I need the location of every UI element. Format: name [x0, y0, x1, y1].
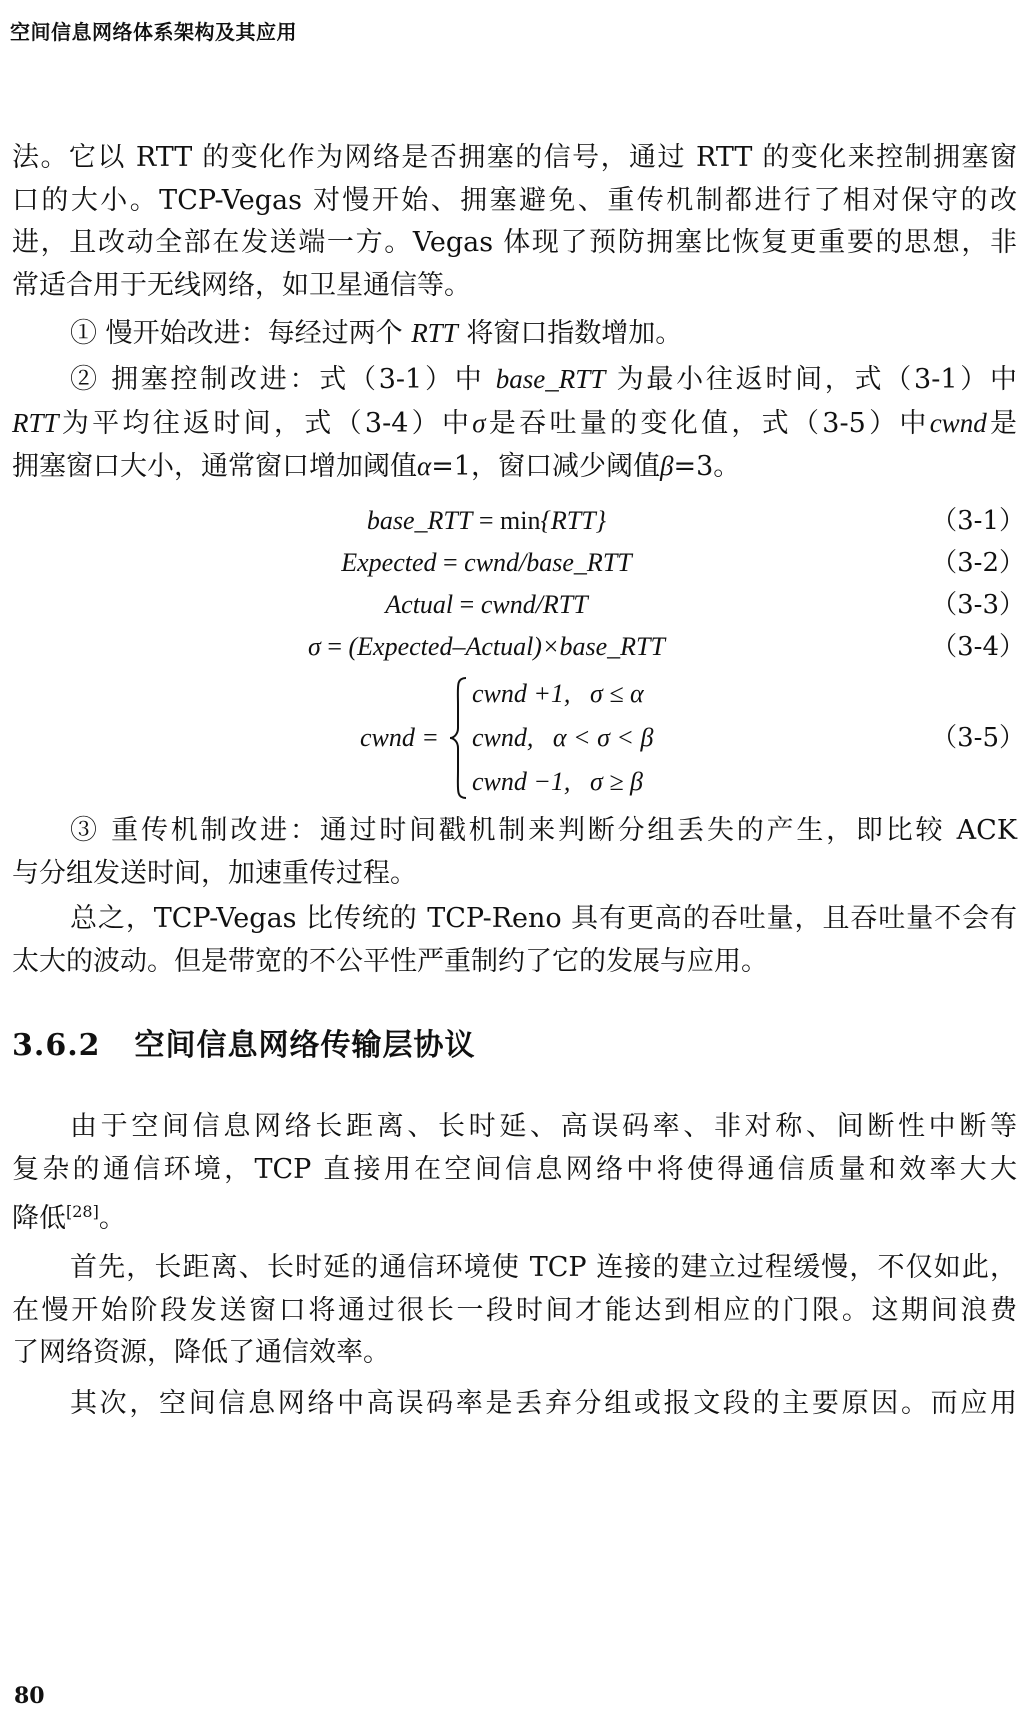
eq-fn: min — [500, 506, 541, 535]
text-line: 由于空间信息网络长距离、长时延、高误码率、非对称、间断性中断等 — [70, 1111, 1017, 1142]
text-segment: ② 拥塞控制改进：式（3-1）中 — [70, 364, 485, 395]
eq-lhs: Actual — [385, 590, 454, 619]
equation-3-3 — [0, 584, 1033, 626]
eq-case — [472, 760, 653, 804]
case-cond: σ ≤ α — [589, 679, 644, 708]
text-segment: 是吞吐量的变化值，式（3-5）中 — [485, 407, 930, 439]
text-segment: 拥塞窗口大小，通常窗口增加阈值 — [12, 451, 417, 482]
eq-rhs: cwnd/RTT — [480, 590, 588, 619]
eq-case — [472, 672, 653, 716]
eq-case — [472, 716, 653, 760]
text-line: 复杂的通信环境，TCP 直接用在空间信息网络中将使得通信质量和效率大大 — [12, 1153, 1017, 1185]
text-line: 进，且改动全部在发送端一方。Vegas 体现了预防拥塞比恢复更重要的思想，非 — [12, 227, 1017, 258]
paragraph-summary — [12, 898, 1017, 983]
case-cond: σ ≥ β — [589, 767, 643, 796]
eq-cases — [472, 672, 653, 804]
text-line: 与分组发送时间，加速重传过程。 — [12, 857, 417, 889]
equation-number: （3-5） — [931, 723, 1025, 753]
eq-lhs: base_RTT — [366, 506, 473, 535]
text-line: 了网络资源，降低了通信效率。 — [12, 1337, 390, 1368]
var-sigma: σ — [472, 407, 486, 438]
var-alpha: α — [417, 451, 432, 481]
equation-number: （3-4） — [931, 632, 1025, 662]
case-expr: cwnd −1, — [472, 767, 571, 796]
var-cwnd: cwnd — [929, 407, 987, 438]
left-brace-icon — [448, 676, 470, 800]
case-cond: α < σ < β — [552, 723, 654, 752]
paragraph-second-reason — [12, 1383, 1017, 1426]
section-title: 空间信息网络传输层协议 — [134, 1028, 476, 1063]
running-header: 空间信息网络体系架构及其应用 — [10, 20, 297, 44]
list-item-congestion-control — [12, 358, 1017, 489]
text-segment: 是 — [986, 407, 1018, 439]
text-line: ③ 重传机制改进：通过时间戳机制来判断分组丢失的产生，即比较 ACK — [70, 815, 1017, 846]
var-rtt: RTT — [12, 407, 59, 438]
text-line — [12, 402, 1017, 446]
section-number: 3.6.2 — [12, 1028, 101, 1063]
text-segment: 为平均往返时间，式（3-4）中 — [58, 407, 473, 439]
case-expr: cwnd, — [472, 723, 534, 752]
eq-op: = — [453, 590, 481, 619]
text-line — [12, 1191, 1017, 1241]
text-line — [12, 312, 1017, 356]
text-line — [12, 445, 1017, 489]
eq-rhs: (Expected–Actual)×base_RTT — [348, 632, 665, 661]
var-base-rtt: base_RTT — [495, 364, 606, 394]
paragraph-first-reason — [12, 1247, 1017, 1375]
citation: [28] — [66, 1202, 99, 1221]
equation-3-5 — [0, 672, 1033, 804]
section-heading — [12, 1020, 476, 1064]
equation-number: （3-2） — [931, 548, 1025, 578]
var-rtt: RTT — [411, 318, 458, 348]
text-segment: 降低 — [12, 1203, 66, 1234]
text-line: 口的大小。TCP-Vegas 对慢开始、拥塞避免、重传机制都进行了相对保守的改 — [12, 184, 1017, 216]
eq-rhs: {RTT} — [540, 506, 607, 535]
text-line: 其次，空间信息网络中高误码率是丢弃分组或报文段的主要原因。而应用 — [70, 1388, 1017, 1419]
eq-op: = — [436, 548, 465, 577]
list-item-retransmission — [12, 810, 1017, 895]
text-line — [12, 358, 1017, 402]
text-line: 太大的波动。但是带宽的不公平性严重制约了它的发展与应用。 — [12, 945, 768, 977]
text-segment: 。 — [98, 1203, 126, 1234]
equation-3-2 — [0, 542, 1033, 584]
equation-number: （3-1） — [931, 506, 1025, 536]
text-line: 总之，TCP-Vegas 比传统的 TCP-Reno 具有更高的吞吐量，且吞吐量不会有 — [70, 903, 1017, 934]
eq-lhs: cwnd = — [360, 723, 439, 752]
text-line: 在慢开始阶段发送窗口将通过很长一段时间才能达到相应的门限。这期间浪费 — [12, 1294, 1017, 1326]
item-marker: ① — [70, 318, 97, 349]
paragraph-challenges — [12, 1106, 1017, 1241]
eq-lhs: Expected — [341, 548, 437, 577]
eq-op: = — [320, 632, 349, 661]
eq-lhs: σ — [308, 632, 321, 661]
list-item-slow-start — [12, 312, 1017, 356]
text-line: 法。它以 RTT 的变化作为网络是否拥塞的信号，通过 RTT 的变化来控制拥塞窗 — [12, 142, 1017, 173]
text-segment: =1，窗口减少阈值 — [431, 451, 660, 482]
paragraph-vegas-intro — [12, 137, 1017, 307]
var-beta: β — [660, 451, 674, 481]
equation-number: （3-3） — [931, 590, 1025, 620]
text-segment: =3。 — [673, 451, 741, 482]
eq-op: = — [472, 506, 501, 535]
text-segment: 为最小往返时间，式（3-1）中 — [616, 364, 1017, 395]
case-expr: cwnd +1, — [472, 679, 571, 708]
eq-rhs: cwnd/base_RTT — [464, 548, 632, 577]
equation-3-4 — [0, 626, 1033, 668]
item-text: 慢开始改进：每经过两个 — [105, 318, 403, 349]
text-line: 首先，长距离、长时延的通信环境使 TCP 连接的建立过程缓慢，不仅如此， — [70, 1252, 1017, 1283]
equation-3-1 — [0, 500, 1033, 542]
page-number: 80 — [14, 1683, 45, 1709]
item-tail: 将窗口指数增加。 — [466, 318, 683, 349]
text-line: 常适合用于无线网络，如卫星通信等。 — [12, 269, 471, 301]
